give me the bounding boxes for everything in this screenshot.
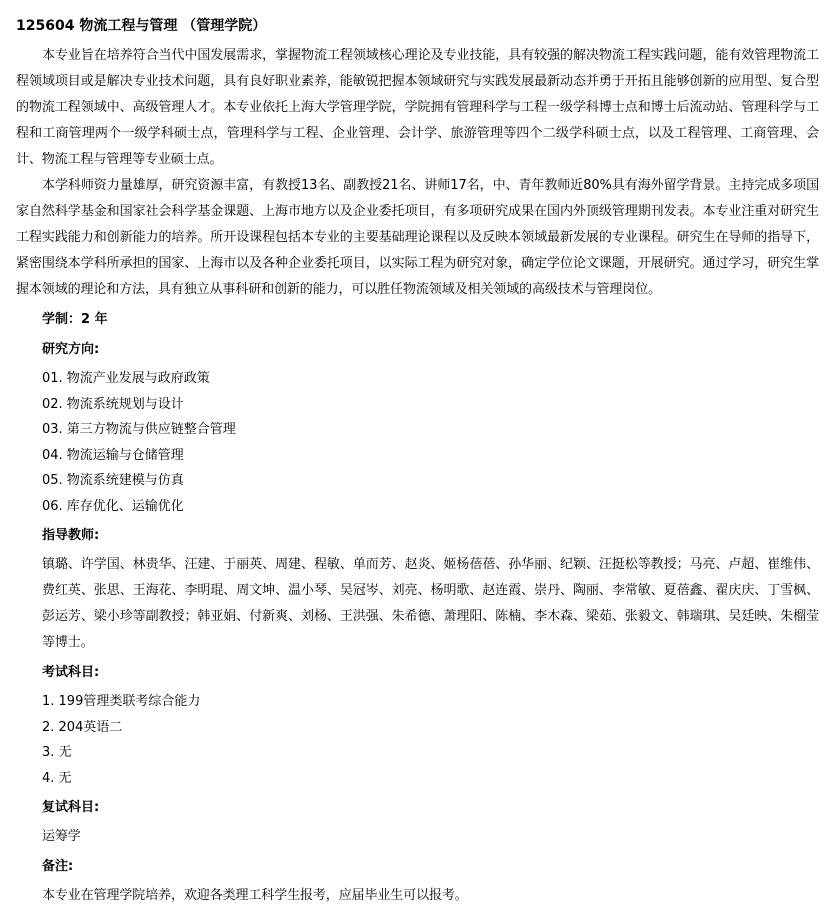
list-item: 4. 无	[42, 770, 72, 786]
list-item: 3. 无	[42, 745, 72, 760]
retest-label: 复试科目:	[42, 800, 100, 815]
list-item: 03. 第三方物流与供应链整合管理	[42, 422, 236, 437]
program-title: 125604 物流工程与管理 （管理学院）	[16, 18, 267, 34]
directions-label: 研究方向:	[42, 342, 100, 357]
advisors-label: 指导教师:	[42, 528, 100, 543]
directions-list	[42, 366, 819, 519]
list-item: 05. 物流系统建模与仿真	[42, 473, 184, 488]
duration-label: 学制：2 年	[42, 312, 108, 327]
exams-label: 考试科目:	[42, 665, 100, 680]
list-item: 04. 物流运输与仓储管理	[42, 447, 184, 463]
exams-list	[42, 689, 819, 791]
intro-paragraph-1: 本专业旨在培养符合当代中国发展需求，掌握物流工程领域核心理论及专业技能，具有较强的解决物流工程实践问题，能有效管理物流工程领域项目或是解决专业技术问题，具有良好职业素养，能敏锐把握本领域研究与实践发展最新动态并勇于开拓且能够创新的应用型、复合型的物流工程领域中、高级管理人才。本专业依托上海大学管理学院，学院拥有管理科学与工程一级学科博士点和博士后流动站、管理科学与工程和工商管理两个一级学科硕士点，管理科学与工程、企业管理、会计学、旅游管理等四个二级学科硕士点，以及工程管理、工商管理、会计、物流工程与管理等专业硕士点。	[16, 48, 819, 167]
advisors-text: 镇璐、许学国、林贵华、汪建、于丽英、周建、程敏、单而芳、赵炎、姬杨蓓蓓、孙华丽、纪颖、汪挺松等教授；马亮、卢超、崔维伟、费红英、张思、王海花、李明琨、周文坤、温小琴、吴冠岑、刘亮、杨明歌、赵连霞、崇丹、陶丽、李常敏、夏蓓鑫、翟庆庆、丁雪枫、彭运芳、梁小珍等副教授；韩亚娟、付新爽、刘杨、王洪强、朱希德、萧理阳、陈楠、李木森、梁茹、张毅文、韩瑞琪、吴廷映、朱榴莹等博士。	[42, 557, 819, 650]
list-item: 02. 物流系统规划与设计	[42, 396, 184, 412]
retest-text: 运筹学	[42, 829, 81, 844]
list-item: 1. 199管理类联考综合能力	[42, 694, 201, 709]
notes-text: 本专业在管理学院培养，欢迎各类理工科学生报考，应届毕业生可以报考。	[42, 888, 468, 903]
list-item: 01. 物流产业发展与政府政策	[42, 371, 210, 386]
list-item: 2. 204英语二	[42, 719, 123, 735]
notes-label: 备注:	[42, 859, 74, 874]
intro-paragraph-2: 本学科师资力量雄厚，研究资源丰富，有教授13名、副教授21名、讲师17名，中、青年教师近80%具有海外留学背景。主持完成多项国家自然科学基金和国家社会科学基金课题、上海市地方以及企业委托项目，有多项研究成果在国内外顶级管理期刊发表。本专业注重对研究生工程实践能力和创新能力的培养。所开设课程包括本专业的主要基础理论课程以及反映本领域最新发展的专业课程。研究生在导师的指导下，紧密围绕本学科所承担的国家、上海市以及各种企业委托项目，以实际工程为研究对象，确定学位论文课题，开展研究。通过学习，研究生掌握本领域的理论和方法，具有独立从事科研和创新的能力，可以胜任物流领域及相关领域的高级技术与管理岗位。	[16, 178, 819, 297]
list-item: 06. 库存优化、运输优化	[42, 498, 184, 514]
